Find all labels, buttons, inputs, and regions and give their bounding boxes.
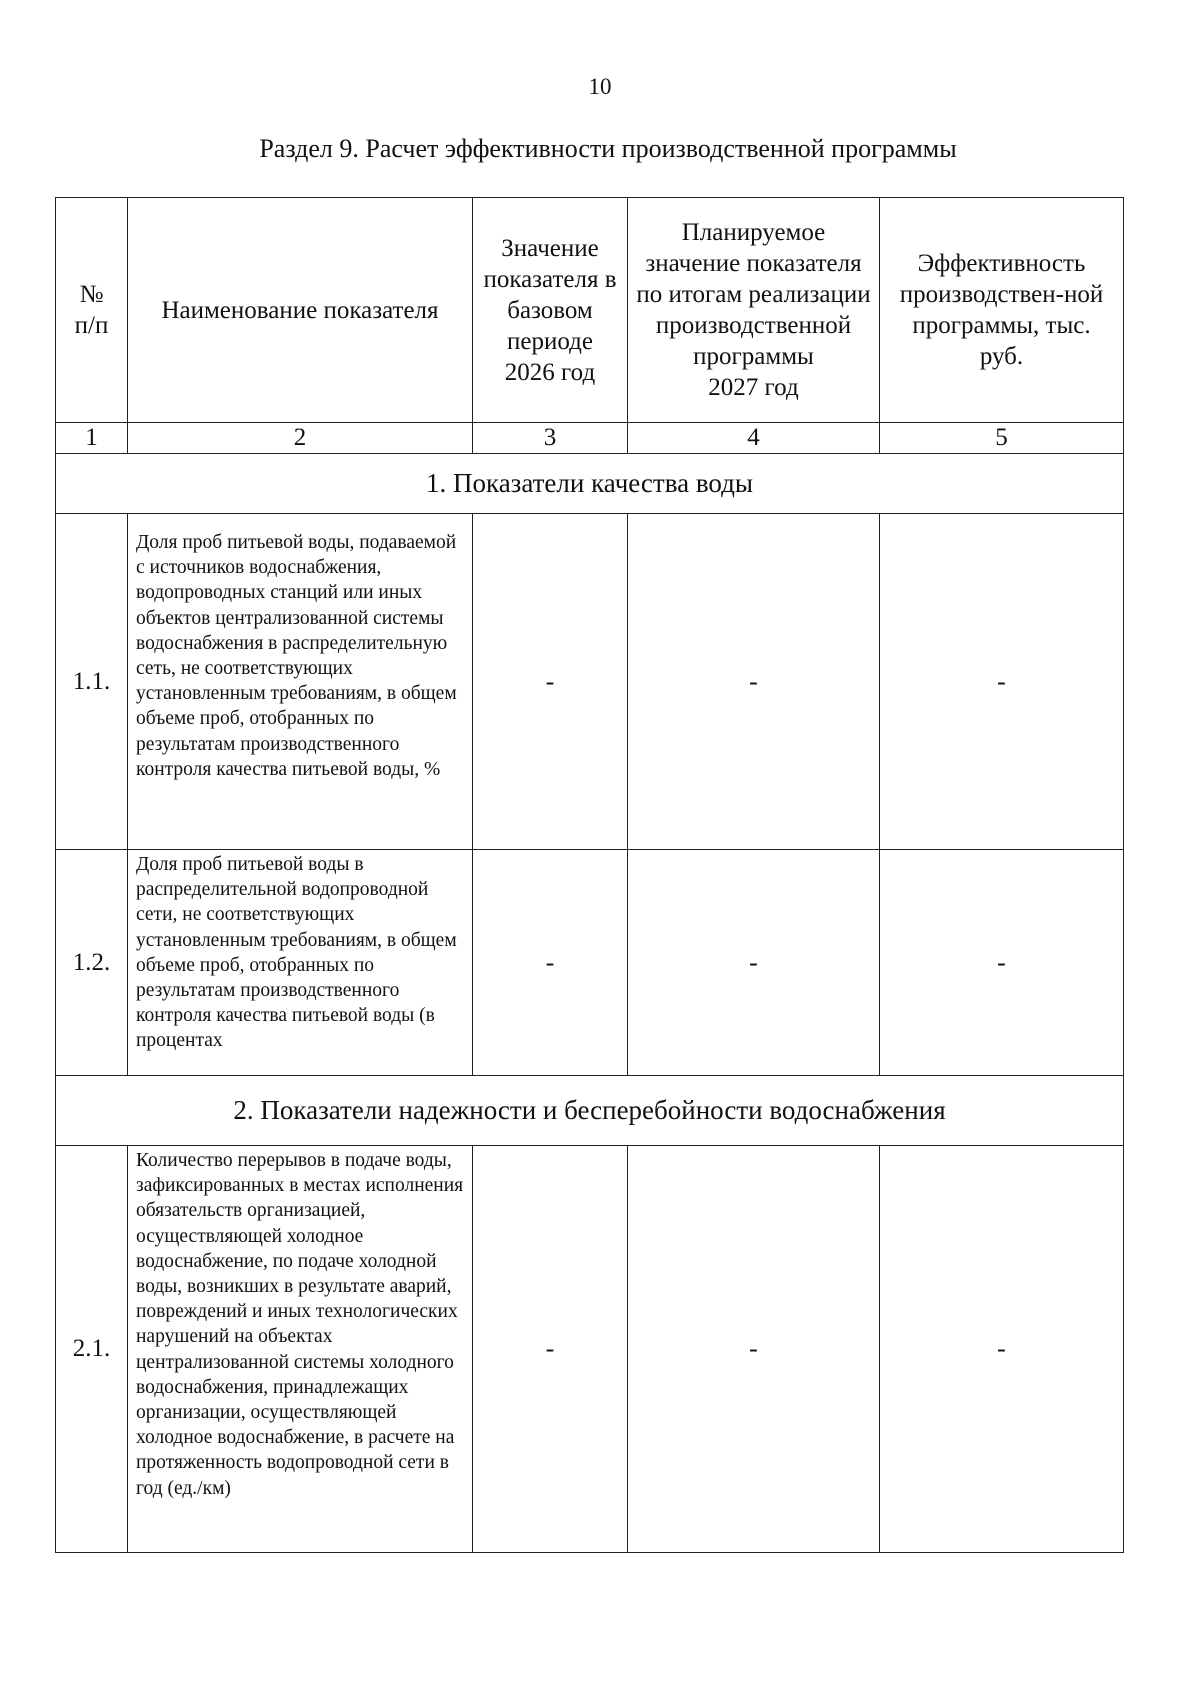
table-header-row — [56, 198, 1124, 423]
planned-value: - — [628, 850, 880, 1076]
efficiency-table — [55, 197, 1124, 1553]
header-number: № п/п — [56, 198, 128, 423]
indicator-name: Доля проб питьевой воды, подаваемой с источников водоснабжения, водопроводных станций или иных объектов централизованной системы водоснабжения в распределительную сеть, не соответствующих установленным требованиям, в общем объеме проб, отобранных по результатам производственного контроля качества питьевой воды, % — [128, 514, 473, 850]
column-number: 2 — [128, 423, 473, 454]
efficiency-value: - — [880, 514, 1124, 850]
column-number-row — [56, 423, 1124, 454]
base-value: - — [473, 850, 628, 1076]
section-heading-reliability: 2. Показатели надежности и бесперебойности водоснабжения — [56, 1076, 1124, 1146]
header-planned-value: Планируемое значение показателя по итогам реализации производственной программы 2027 год — [628, 198, 880, 423]
header-efficiency: Эффективность производствен-ной программы, тыс. руб. — [880, 198, 1124, 423]
header-base-value: Значение показателя в базовом периоде 2026 год — [473, 198, 628, 423]
indicator-name: Количество перерывов в подаче воды, зафиксированных в местах исполнения обязательств организацией, осуществляющей холодное водоснабжение, по подаче холодной воды, возникших в результате аварий, повреждений и иных технологических нарушений на объектах централизованной системы холодного водоснабжения, принадлежащих организации, осуществляющей холодное водоснабжение, в расчете на протяженность водопроводной сети в год (ед./км) — [128, 1146, 473, 1553]
column-number: 4 — [628, 423, 880, 454]
column-number: 5 — [880, 423, 1124, 454]
row-number: 1.1. — [56, 514, 128, 850]
section-heading-water-quality: 1. Показатели качества воды — [56, 454, 1124, 514]
section-heading-row — [56, 1076, 1124, 1146]
table-row — [56, 850, 1124, 1076]
page-number: 10 — [588, 74, 612, 99]
efficiency-value: - — [880, 850, 1124, 1076]
indicator-name: Доля проб питьевой воды в распределительной водопроводной сети, не соответствующих установленным требованиям, в общем объеме проб, отобранных по результатам производственного контроля качества питьевой воды (в процентах — [128, 850, 473, 1076]
base-value: - — [473, 514, 628, 850]
column-number: 3 — [473, 423, 628, 454]
base-value: - — [473, 1146, 628, 1553]
section-title: Раздел 9. Расчет эффективности производственной программы — [259, 134, 957, 163]
efficiency-value: - — [880, 1146, 1124, 1553]
row-number: 2.1. — [56, 1146, 128, 1553]
planned-value: - — [628, 514, 880, 850]
column-number: 1 — [56, 423, 128, 454]
row-number: 1.2. — [56, 850, 128, 1076]
planned-value: - — [628, 1146, 880, 1553]
table-row — [56, 514, 1124, 850]
section-heading-row — [56, 454, 1124, 514]
header-indicator-name: Наименование показателя — [128, 198, 473, 423]
table-row — [56, 1146, 1124, 1553]
